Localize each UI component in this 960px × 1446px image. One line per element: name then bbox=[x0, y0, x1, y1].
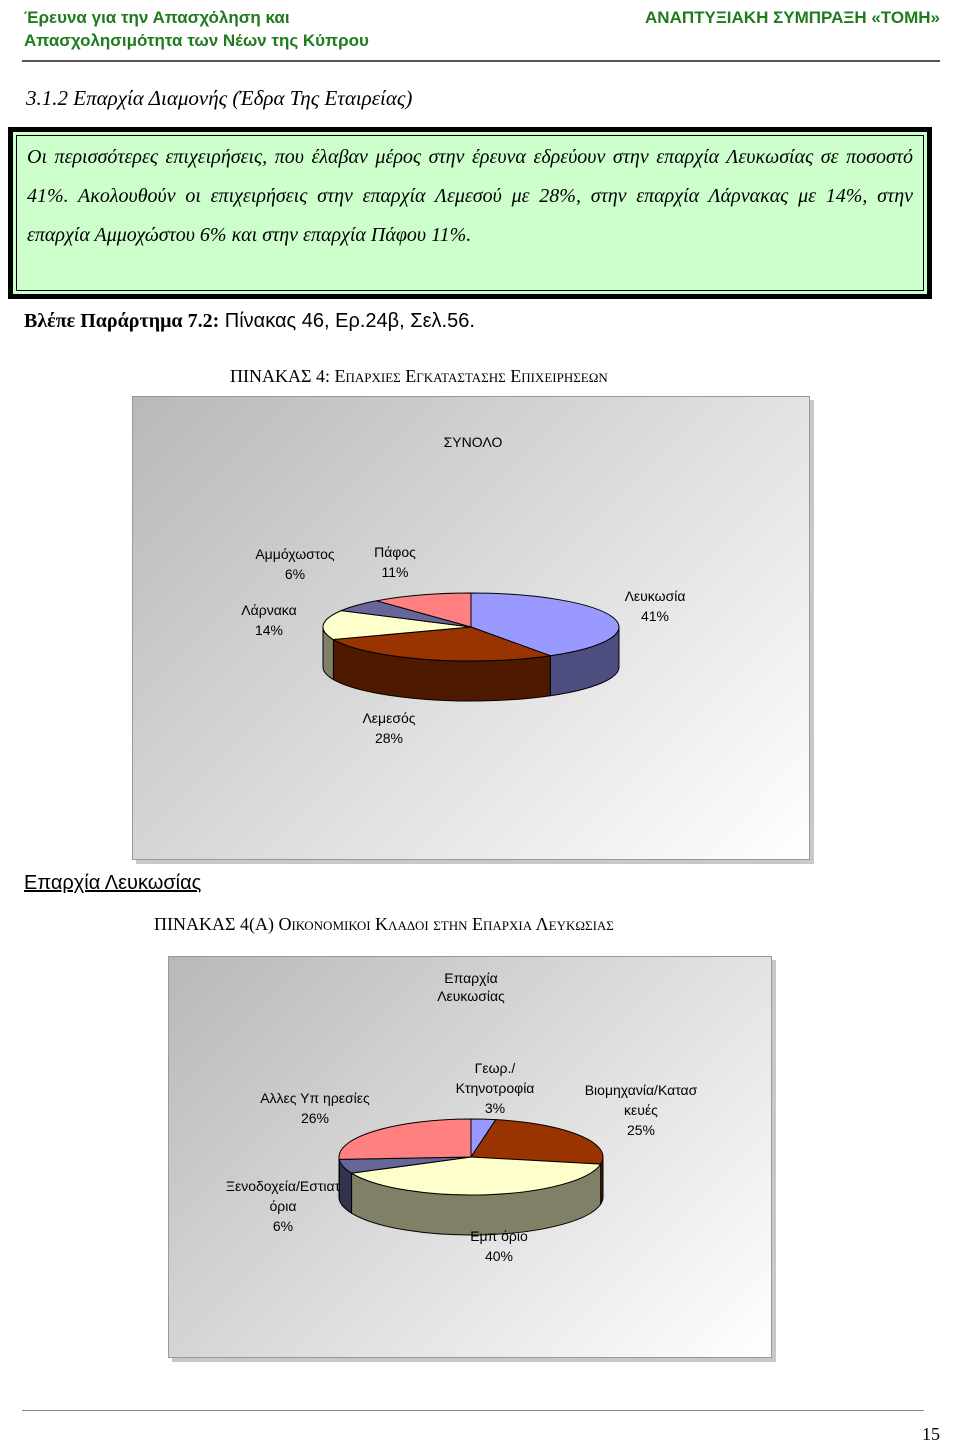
chart1-panel bbox=[132, 396, 810, 860]
chart1-label-0-0: Λευκωσία bbox=[624, 588, 686, 604]
chart2-label-2-1: 40% bbox=[484, 1248, 514, 1264]
summary-box bbox=[8, 127, 932, 299]
chart2-title-line2: Λευκωσίας bbox=[437, 988, 505, 1004]
chart1-label-2-1: 14% bbox=[254, 622, 284, 638]
chart1-label-3-0: Αμμόχωστος bbox=[255, 546, 335, 562]
table4a-title-caps: Οικονομικοι Κλαδοι στην Επαρχια Λευκωσιας bbox=[278, 914, 614, 934]
chart2-label-0-0: Γεωρ./ bbox=[474, 1060, 516, 1076]
chart2-svg bbox=[169, 957, 771, 1357]
chart2-label-3-1: όρια bbox=[269, 1198, 297, 1214]
chart2-label-4-0: Αλλες Υπ ηρεσίες bbox=[260, 1090, 370, 1106]
chart2-label-3-0: Ξενοδοχεία/Εστιατ bbox=[225, 1178, 341, 1194]
chart1-label-2-0: Λάρνακα bbox=[241, 602, 297, 618]
appendix-reference bbox=[24, 310, 475, 333]
reference-bold: Βλέπε Παράρτημα 7.2: bbox=[24, 310, 220, 332]
chart1-label-1-1: 28% bbox=[374, 730, 404, 746]
chart2-label-0-2: 3% bbox=[484, 1100, 506, 1116]
table4-title-prefix: ΠΙΝΑΚΑΣ 4: bbox=[230, 366, 335, 386]
chart2-label-1-2: 25% bbox=[626, 1122, 656, 1138]
page-number: 15 bbox=[922, 1424, 940, 1444]
chart2-label-2-0: Εμπ όριο bbox=[470, 1228, 528, 1244]
chart2-label-3-2: 6% bbox=[272, 1218, 294, 1234]
chart2-slice-1 bbox=[471, 1120, 603, 1164]
chart2-label-1-1: κευές bbox=[624, 1102, 658, 1118]
table4-title bbox=[230, 366, 608, 387]
chart2-label-0-1: Κτηνοτροφία bbox=[455, 1080, 535, 1096]
chart1-label-1-0: Λεμεσός bbox=[362, 710, 416, 726]
table4-title-caps: Επαρχιες Εγκαταστασης Επιχειρησεων bbox=[334, 366, 608, 386]
chart2-panel bbox=[168, 956, 772, 1358]
chart1-label-4-0: Πάφος bbox=[374, 544, 416, 560]
reference-rest: Πίνακας 46, Ερ.24β, Σελ.56. bbox=[219, 310, 475, 332]
header-right: ΑΝΑΠΤΥΞΙΑΚΗ ΣΥΜΠΡΑΞΗ «ΤΟΜΗ» bbox=[645, 8, 940, 27]
table4a-title-prefix: ΠΙΝΑΚΑΣ 4(Α) bbox=[154, 914, 279, 934]
section-title: 3.1.2 Επαρχία Διαμονής (Έδρα Της Εταιρείας) bbox=[26, 86, 413, 110]
chart1-svg bbox=[133, 397, 809, 859]
chart2-title-line1: Επαρχία bbox=[444, 970, 498, 986]
header-divider bbox=[22, 60, 940, 62]
chart1-label-4-1: 11% bbox=[381, 564, 409, 580]
chart1-label-3-1: 6% bbox=[284, 566, 306, 582]
footer-divider bbox=[22, 1410, 924, 1411]
chart2-slice-4 bbox=[339, 1119, 471, 1159]
header-left bbox=[24, 6, 369, 52]
header-title-line2: Απασχολησιμότητα των Νέων της Κύπρου bbox=[24, 31, 369, 50]
table4a-title bbox=[154, 914, 614, 935]
summary-text: Οι περισσότερες επιχειρήσεις, που έλαβαν μέρος στην έρευνα εδρεύουν στην επαρχία Λευκωσίας σε ποσοστό 41%. Ακολουθούν οι επιχειρήσεις στην επαρχία Λεμεσού με 28%, στην επαρχία Λάρνακας με 14%, στην επαρχία Αμμοχώστου 6% και στην επαρχία Πάφου 11%. bbox=[27, 146, 913, 246]
chart2-label-4-1: 26% bbox=[300, 1110, 330, 1126]
chart1-title: ΣΥΝΟΛΟ bbox=[443, 434, 503, 450]
chart2-label-1-0: Βιομηχανία/Κατασ bbox=[584, 1082, 698, 1098]
subsection-heading: Επαρχία Λευκωσίας bbox=[24, 872, 202, 894]
chart1-label-0-1: 41% bbox=[640, 608, 670, 624]
header-title-line1: Έρευνα για την Απασχόληση και bbox=[24, 8, 290, 27]
